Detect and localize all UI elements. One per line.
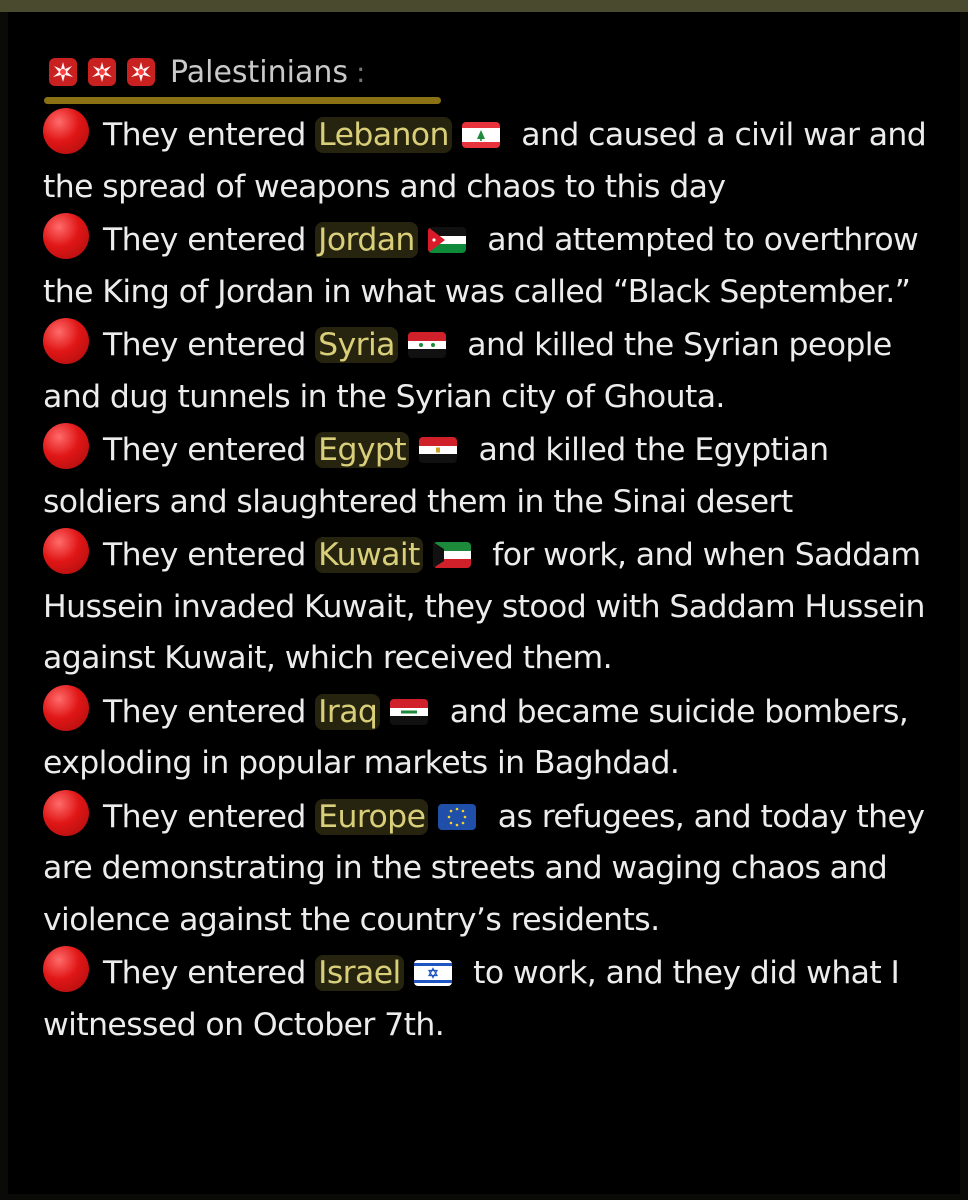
red-circle-icon — [43, 528, 89, 574]
country-name: Iraq — [315, 694, 380, 730]
header-colon: : — [356, 55, 366, 89]
item-prefix: They entered — [103, 117, 316, 153]
iraq-flag-icon — [390, 699, 428, 725]
item-prefix: They entered — [103, 222, 316, 258]
list-item — [43, 685, 943, 790]
country-name: Egypt — [315, 432, 409, 468]
item-prefix: They entered — [103, 693, 316, 730]
red-circle-icon — [43, 108, 89, 154]
country-name: Syria — [315, 327, 398, 363]
item-text: as refugees, and today they are demonstrating in the streets and waging chaos and violence against the country’s residents. — [43, 798, 925, 938]
red-circle-icon — [43, 790, 89, 836]
item-text: and became suicide bombers, exploding in popular markets in Baghdad. — [43, 693, 909, 781]
list-item — [43, 528, 943, 685]
country-name: Europe — [315, 799, 428, 835]
country-name: Kuwait — [315, 537, 423, 573]
list-item — [43, 108, 943, 213]
item-prefix: They entered — [103, 432, 316, 468]
red-circle-icon — [43, 946, 89, 992]
item-text: and killed the Egyptian soldiers and slaughtered them in the Sinai desert — [43, 432, 829, 520]
kuwait-flag-icon — [433, 542, 471, 568]
top-border-bar — [0, 0, 968, 12]
item-prefix: They entered — [103, 327, 316, 363]
list-item — [43, 790, 943, 947]
country-name: Lebanon — [315, 117, 452, 153]
item-prefix: They entered — [103, 798, 316, 835]
jordan-flag-icon — [428, 227, 466, 253]
header — [48, 52, 365, 92]
police-siren-icon — [48, 57, 78, 87]
header-underline — [44, 97, 441, 104]
list-item — [43, 318, 943, 423]
police-siren-icon — [87, 57, 117, 87]
eu-flag-icon — [438, 804, 476, 830]
item-text: and caused a civil war and the spread of weapons and chaos to this day — [43, 117, 927, 205]
israel-flag-icon — [414, 960, 452, 986]
syria-flag-icon — [408, 332, 446, 358]
list-item — [43, 213, 943, 318]
list-item — [43, 423, 943, 528]
egypt-flag-icon — [419, 437, 457, 463]
red-circle-icon — [43, 213, 89, 259]
lebanon-flag-icon — [462, 122, 500, 148]
red-circle-icon — [43, 318, 89, 364]
message-body — [43, 108, 943, 1051]
red-circle-icon — [43, 423, 89, 469]
country-name: Israel — [315, 955, 404, 991]
item-prefix: They entered — [103, 955, 316, 991]
item-prefix: They entered — [103, 537, 316, 573]
police-siren-icon — [126, 57, 156, 87]
country-name: Jordan — [315, 222, 418, 258]
list-item — [43, 946, 943, 1051]
item-text: and killed the Syrian people and dug tunnels in the Syrian city of Ghouta. — [43, 327, 892, 415]
item-text: to work, and they did what I witnessed on October 7th. — [43, 955, 900, 1043]
header-title: Palestinians — [170, 54, 349, 90]
red-circle-icon — [43, 685, 89, 731]
item-text: for work, and when Saddam Hussein invaded Kuwait, they stood with Saddam Hussein against Kuwait, which received them. — [43, 537, 925, 676]
item-text: and attempted to overthrow the King of Jordan in what was called “Black September.” — [43, 222, 919, 310]
